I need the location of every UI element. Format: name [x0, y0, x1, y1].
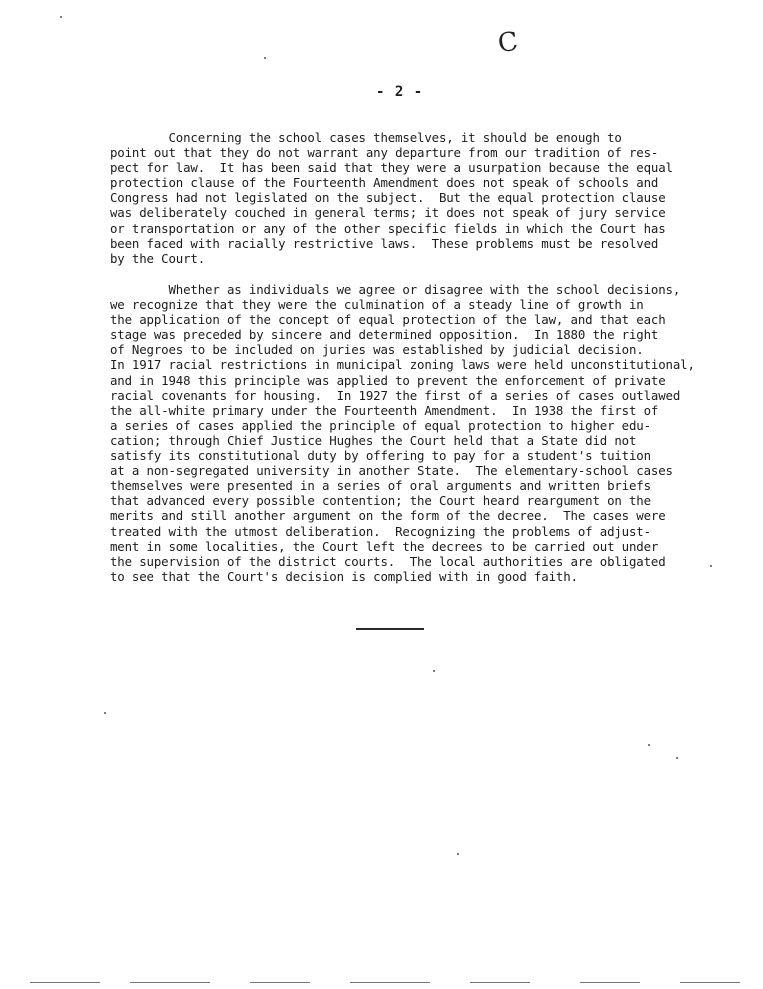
text-line: racial covenants for housing. In 1927 the first of a series of cases outlawed [110, 387, 681, 403]
text-line: a series of cases applied the principle of equal protection to higher edu- [110, 417, 651, 433]
text-line: of Negroes to be included on juries was established by judicial decision. [110, 342, 644, 358]
text-line: and in 1948 this principle was applied to prevent the enforcement of private [110, 372, 666, 388]
page-number: - 2 - [376, 84, 424, 100]
text-line: we recognize that they were the culmination of a steady line of growth in [110, 297, 644, 313]
text-line: ment in some localities, the Court left the decrees to be carried out under [110, 538, 659, 554]
text-line: the application of the concept of equal protection of the law, and that each [110, 312, 666, 328]
scan-speck [104, 712, 106, 714]
text-line: to see that the Court's decision is complied with in good faith. [110, 568, 578, 584]
text-line: been faced with racially restrictive laws. These problems must be resolved [110, 235, 659, 251]
text-line: merits and still another argument on the form of the decree. The cases were [110, 508, 666, 524]
scan-speck [648, 744, 650, 746]
section-divider [356, 628, 424, 630]
text-line: was deliberately couched in general terms; it does not speak of jury service [110, 205, 666, 221]
text-line: that advanced every possible contention; the Court heard reargument on the [110, 493, 651, 509]
bottom-edge-rule [30, 982, 100, 983]
text-line: satisfy its constitutional duty by offering to pay for a student's tuition [110, 448, 651, 464]
bottom-edge-rule [580, 982, 640, 983]
text-line: protection clause of the Fourteenth Amendment does not speak of schools and [110, 175, 659, 191]
scan-speck [457, 853, 459, 855]
scan-speck [676, 757, 678, 759]
bottom-edge-rule [250, 982, 310, 983]
corner-mark: C [496, 26, 520, 60]
text-line: In 1917 racial restrictions in municipal zoning laws were held unconstitutional, [110, 357, 695, 373]
scan-speck [710, 565, 712, 567]
text-line: or transportation or any of the other specific fields in which the Court has [110, 220, 666, 236]
text-line: cation; through Chief Justice Hughes the Court held that a State did not [110, 432, 637, 448]
scan-speck [264, 57, 266, 59]
text-line: Whether as individuals we agree or disagree with the school decisions, [110, 282, 681, 297]
paragraph-school-cases [110, 130, 673, 266]
text-line: at a non-segregated university in another State. The elementary-school cases [110, 463, 673, 479]
text-line: the all-white primary under the Fourteenth Amendment. In 1938 the first of [110, 402, 659, 418]
bottom-edge-rule [680, 982, 740, 983]
text-line: pect for law. It has been said that they were a usurpation because the equal [110, 160, 673, 176]
text-line: by the Court. [110, 250, 206, 266]
text-line: stage was preceded by sincere and determined opposition. In 1880 the right [110, 327, 659, 343]
text-line: point out that they do not warrant any departure from our tradition of res- [110, 145, 659, 161]
text-line: treated with the utmost deliberation. Recognizing the problems of adjust- [110, 523, 651, 539]
scan-speck [433, 670, 435, 672]
paragraph-equal-protection-history [110, 282, 695, 584]
bottom-edge-rule [350, 982, 430, 983]
bottom-edge-rule [470, 982, 530, 983]
text-line: Congress had not legislated on the subject. But the equal protection clause [110, 190, 666, 206]
bottom-edge-rule [130, 982, 210, 983]
scan-speck [60, 16, 62, 18]
text-line: themselves were presented in a series of oral arguments and written briefs [110, 478, 651, 494]
text-line: the supervision of the district courts. The local authorities are obligated [110, 553, 666, 569]
text-line: Concerning the school cases themselves, it should be enough to [110, 130, 622, 145]
